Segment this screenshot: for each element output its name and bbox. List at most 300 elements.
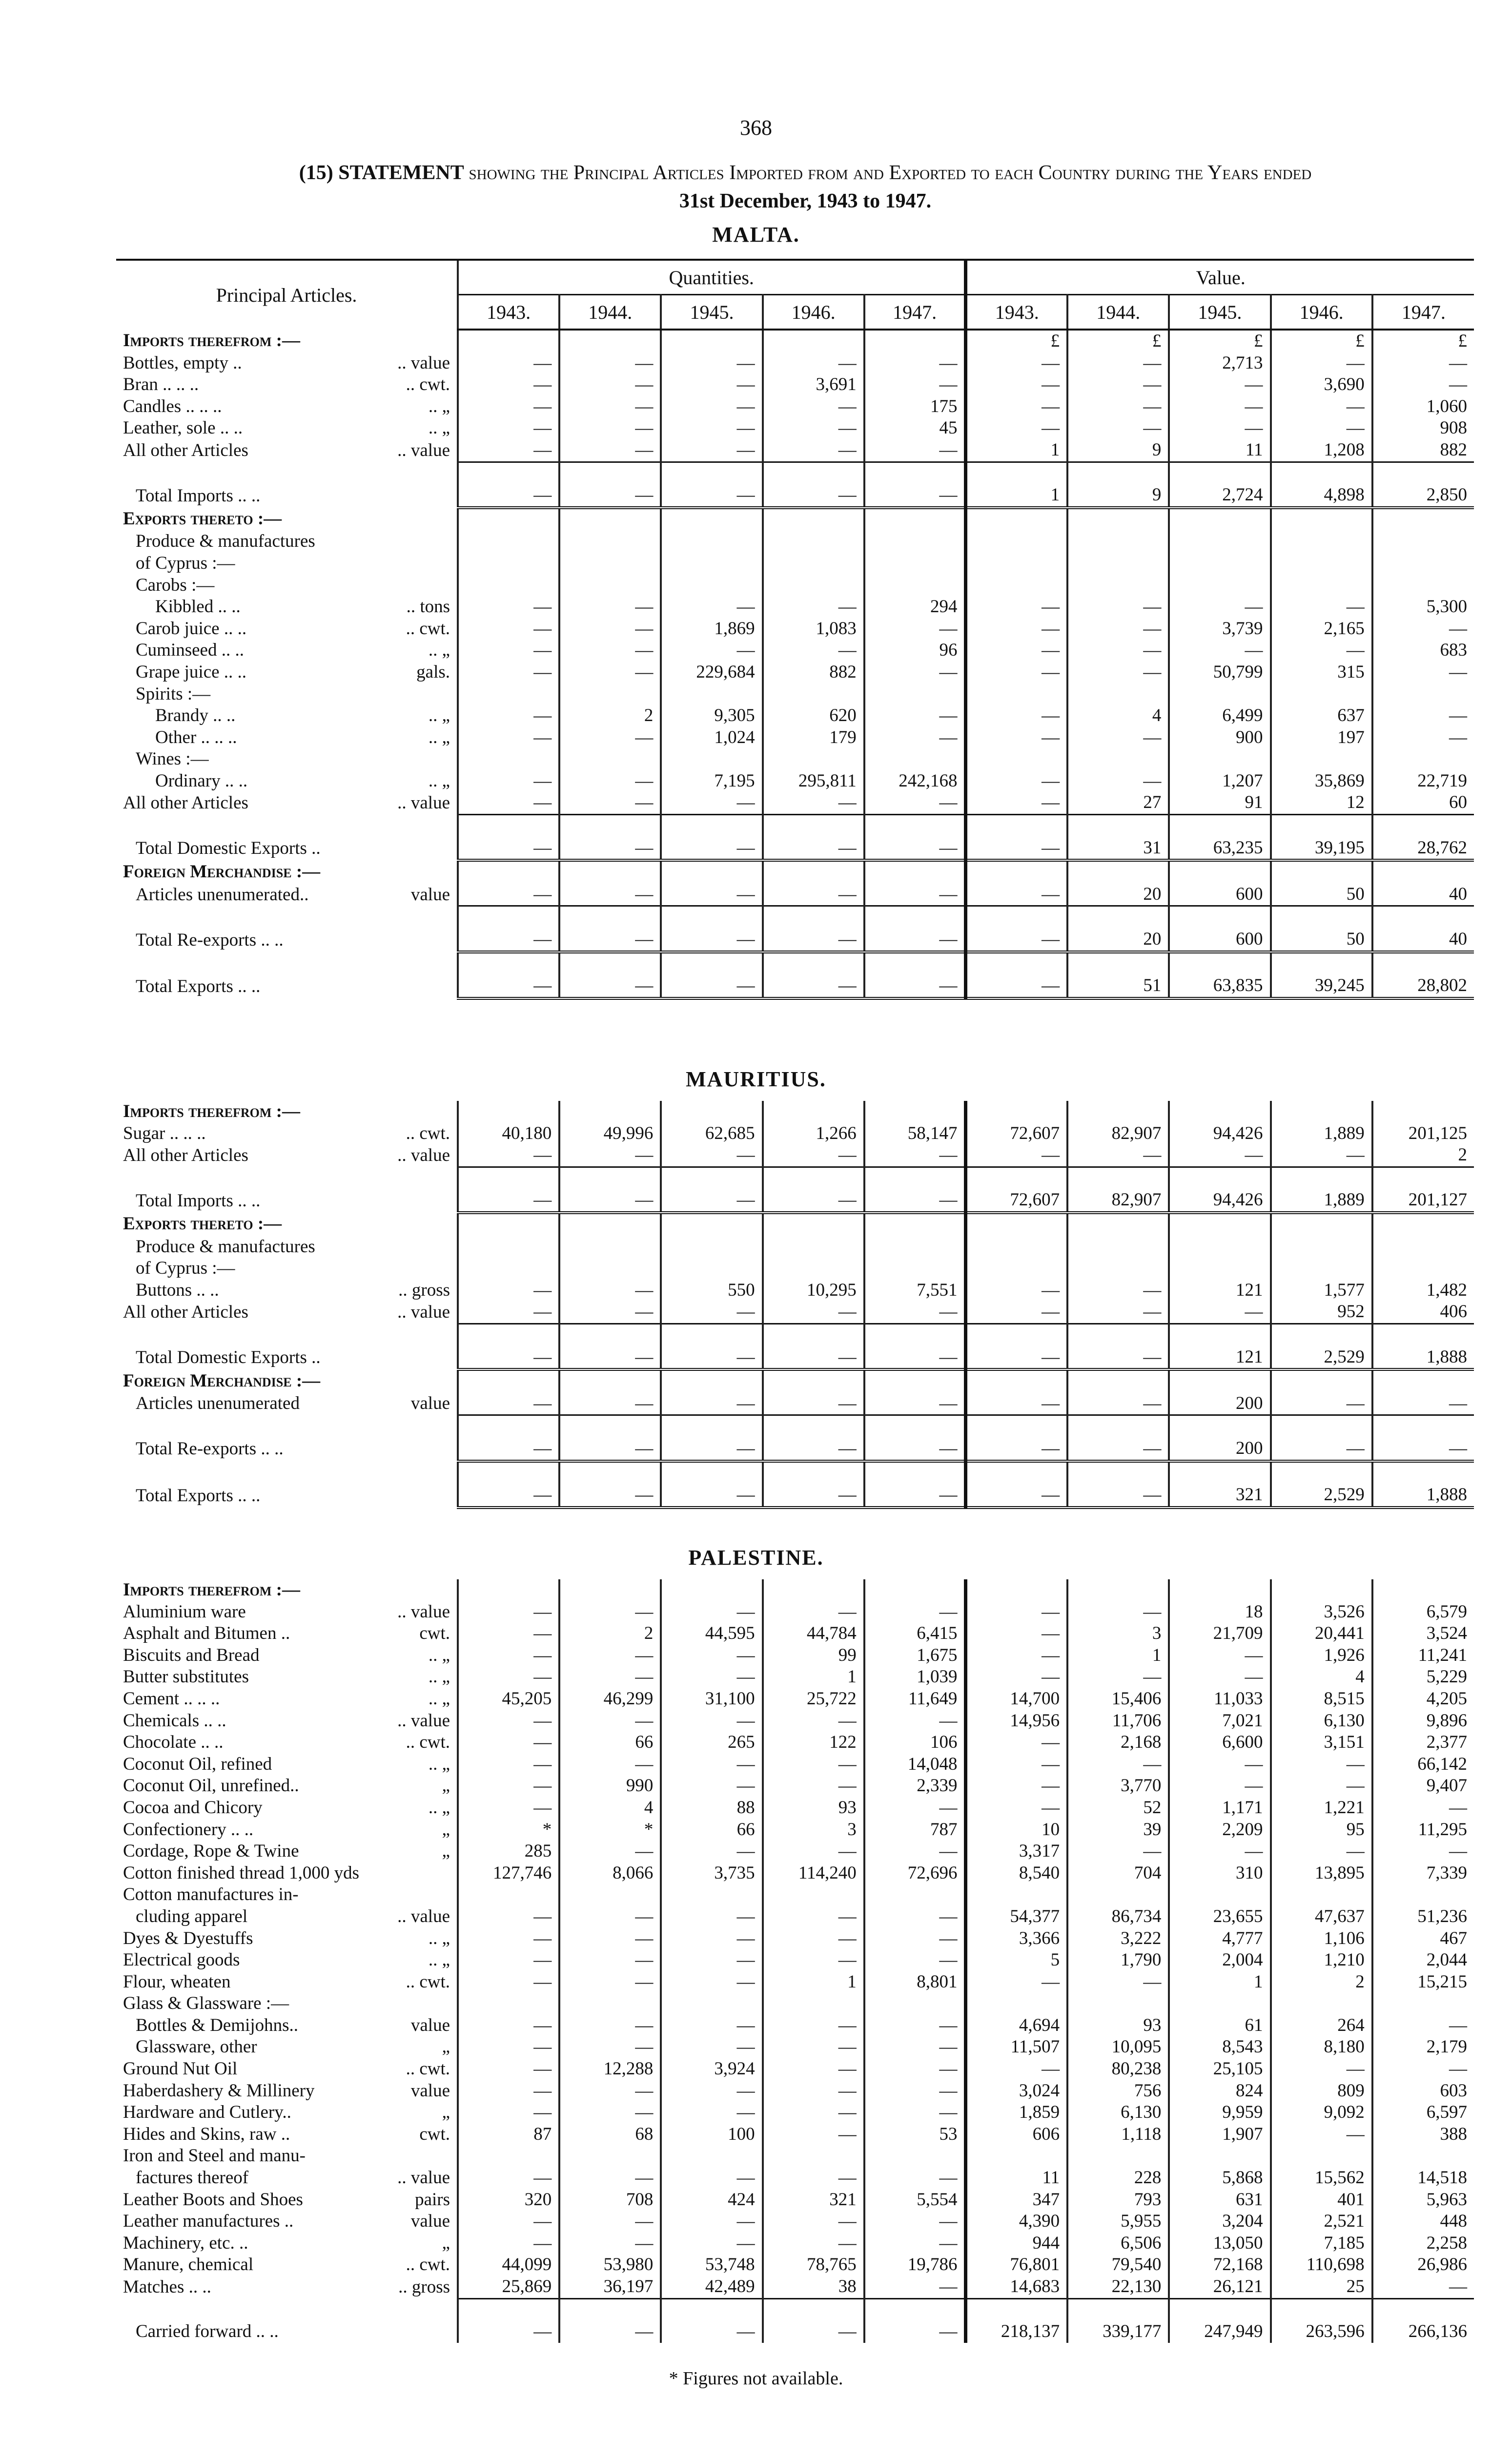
heading-line2: 31st December, 1943 to 1947. bbox=[679, 190, 932, 212]
value-cell: — bbox=[1169, 640, 1270, 662]
table-row bbox=[116, 462, 1474, 484]
article-name: Leather manufactures .. bbox=[123, 2211, 294, 2232]
quantity-cell: — bbox=[864, 1841, 966, 1862]
quantity-cell bbox=[864, 1101, 966, 1123]
quantity-cell bbox=[763, 1461, 864, 1485]
table-row bbox=[116, 1324, 1474, 1346]
quantity-cell: 78,765 bbox=[763, 2254, 864, 2276]
value-cell bbox=[1169, 906, 1270, 929]
quantity-cell bbox=[763, 1101, 864, 1123]
article-label bbox=[116, 330, 458, 352]
value-cell: — bbox=[966, 1484, 1067, 1508]
article-unit: „ bbox=[442, 2102, 450, 2123]
value-cell: 14,518 bbox=[1372, 2167, 1474, 2189]
value-cell bbox=[1169, 553, 1270, 575]
article-unit: value bbox=[410, 2015, 450, 2035]
article-unit: .. „ bbox=[428, 1688, 450, 1709]
quantity-cell: 2 bbox=[559, 705, 661, 727]
value-cell: 50 bbox=[1271, 929, 1372, 952]
value-cell: 200 bbox=[1169, 1438, 1270, 1461]
quantity-cell: 87 bbox=[458, 2124, 559, 2146]
quantity-cell: 68 bbox=[559, 2124, 661, 2146]
table-row bbox=[116, 1949, 1474, 1971]
value-cell: — bbox=[1169, 1666, 1270, 1688]
value-cell: 197 bbox=[1271, 727, 1372, 749]
quantity-cell: * bbox=[458, 1819, 559, 1841]
value-cell bbox=[1271, 1415, 1372, 1438]
value-cell: — bbox=[1067, 1393, 1169, 1415]
table-row bbox=[116, 575, 1474, 597]
quantity-cell bbox=[763, 531, 864, 553]
quantity-cell: — bbox=[661, 1189, 762, 1213]
article-name: Sugar .. .. .. bbox=[123, 1123, 206, 1143]
quantity-cell: — bbox=[559, 2080, 661, 2102]
table-row bbox=[116, 837, 1474, 861]
quantity-cell: — bbox=[458, 1775, 559, 1797]
value-cell bbox=[1271, 1213, 1372, 1236]
article-name: Carried forward .. .. bbox=[136, 2321, 279, 2342]
year-header: 1944. bbox=[559, 295, 661, 330]
table-row bbox=[116, 2189, 1474, 2211]
quantity-cell: — bbox=[763, 1144, 864, 1167]
article-name: cluding apparel bbox=[136, 1906, 248, 1926]
palestine-rows bbox=[116, 1579, 1474, 2343]
value-cell bbox=[1271, 1236, 1372, 1258]
value-cell: 14,700 bbox=[966, 1688, 1067, 1710]
quantity-cell bbox=[559, 1213, 661, 1236]
value-cell: 82,907 bbox=[1067, 1123, 1169, 1145]
value-cell bbox=[1169, 508, 1270, 531]
value-cell bbox=[966, 1579, 1067, 1601]
article-name: Total Re-exports .. .. bbox=[136, 1439, 284, 1459]
quantity-cell: — bbox=[559, 1666, 661, 1688]
quantity-cell: 100 bbox=[661, 2124, 762, 2146]
quantity-cell: 38 bbox=[763, 2276, 864, 2298]
quantity-cell: 285 bbox=[458, 1841, 559, 1862]
quantity-cell: — bbox=[559, 770, 661, 792]
quantity-cell: 708 bbox=[559, 2189, 661, 2211]
value-cell: 1,208 bbox=[1271, 439, 1372, 462]
quantity-cell: 93 bbox=[763, 1797, 864, 1819]
quantity-cell: — bbox=[559, 792, 661, 814]
quantity-cell: — bbox=[559, 618, 661, 640]
quantity-cell bbox=[763, 1213, 864, 1236]
value-cell bbox=[1067, 1884, 1169, 1906]
value-cell bbox=[1067, 1236, 1169, 1258]
value-cell: 18 bbox=[1169, 1601, 1270, 1623]
article-unit: .. „ bbox=[428, 727, 450, 747]
value-cell: 2,521 bbox=[1271, 2211, 1372, 2233]
quantity-cell: — bbox=[458, 2321, 559, 2343]
article-name: Chocolate .. .. bbox=[123, 1732, 224, 1753]
table-row bbox=[116, 1710, 1474, 1732]
value-cell: — bbox=[1067, 727, 1169, 749]
quantity-cell: — bbox=[559, 975, 661, 998]
quantity-cell: — bbox=[559, 1189, 661, 1213]
article-label bbox=[116, 531, 458, 553]
value-cell: 9 bbox=[1067, 439, 1169, 462]
article-name: Foreign Merchandise :— bbox=[123, 1370, 321, 1391]
value-cell bbox=[1271, 860, 1372, 884]
value-cell: 11 bbox=[966, 2167, 1067, 2189]
value-cell: 1,060 bbox=[1372, 396, 1474, 418]
quantity-cell bbox=[864, 1236, 966, 1258]
quantity-cell: 321 bbox=[763, 2189, 864, 2211]
value-cell: 1,889 bbox=[1271, 1123, 1372, 1145]
quantity-cell: — bbox=[559, 484, 661, 508]
article-name: Total Imports .. .. bbox=[136, 1190, 261, 1211]
article-label bbox=[116, 2211, 458, 2233]
quantity-cell: — bbox=[661, 1710, 762, 1732]
value-cell bbox=[1372, 1415, 1474, 1438]
quantity-cell: — bbox=[763, 1928, 864, 1950]
quantity-cell: — bbox=[661, 439, 762, 462]
quantity-cell: — bbox=[458, 1666, 559, 1688]
quantity-cell: — bbox=[458, 596, 559, 618]
quantity-cell bbox=[661, 748, 762, 770]
quantity-cell: — bbox=[661, 2167, 762, 2189]
article-name: All other Articles bbox=[123, 793, 248, 813]
value-cell bbox=[1169, 531, 1270, 553]
quantity-cell bbox=[763, 1369, 864, 1393]
value-cell bbox=[1067, 2145, 1169, 2167]
quantity-cell: 320 bbox=[458, 2189, 559, 2211]
value-cell: 51,236 bbox=[1372, 1906, 1474, 1928]
value-cell: 66,142 bbox=[1372, 1754, 1474, 1776]
malta-table bbox=[116, 259, 1474, 1000]
article-name: Asphalt and Bitumen .. bbox=[123, 1623, 290, 1644]
article-unit: .. tons bbox=[406, 597, 450, 617]
quantity-cell: — bbox=[763, 1841, 864, 1862]
quantity-cell: — bbox=[763, 1484, 864, 1508]
quantity-cell: — bbox=[559, 640, 661, 662]
value-cell: — bbox=[1271, 352, 1372, 374]
article-name: Carob juice .. .. bbox=[136, 618, 247, 639]
value-cell: 1,106 bbox=[1271, 1928, 1372, 1950]
quantity-cell bbox=[763, 1579, 864, 1601]
quantity-cell: — bbox=[864, 2058, 966, 2080]
value-cell: 31 bbox=[1067, 837, 1169, 861]
value-cell bbox=[1271, 1579, 1372, 1601]
value-cell: 228 bbox=[1067, 2167, 1169, 2189]
value-cell bbox=[1271, 1258, 1372, 1280]
quantity-cell: 8,801 bbox=[864, 1971, 966, 1993]
quantity-cell: — bbox=[864, 975, 966, 998]
article-name: Haberdashery & Millinery bbox=[123, 2080, 315, 2101]
quantity-cell: — bbox=[559, 2211, 661, 2233]
table-row bbox=[116, 439, 1474, 462]
value-cell bbox=[1372, 462, 1474, 484]
value-cell bbox=[966, 508, 1067, 531]
quantity-cell bbox=[559, 462, 661, 484]
quantity-cell: 66 bbox=[559, 1732, 661, 1754]
value-cell: 600 bbox=[1169, 929, 1270, 952]
quantity-cell: 1,869 bbox=[661, 618, 762, 640]
value-cell: — bbox=[966, 705, 1067, 727]
quantity-cell bbox=[864, 575, 966, 597]
quantity-cell: 990 bbox=[559, 1775, 661, 1797]
value-cell bbox=[966, 1167, 1067, 1189]
article-label bbox=[116, 1949, 458, 1971]
quantity-cell: — bbox=[661, 1438, 762, 1461]
table-row bbox=[116, 1993, 1474, 2015]
value-cell: 2,209 bbox=[1169, 1819, 1270, 1841]
table-row bbox=[116, 352, 1474, 374]
table-row bbox=[116, 1928, 1474, 1950]
quantity-cell bbox=[458, 1369, 559, 1393]
value-cell: — bbox=[1169, 396, 1270, 418]
article-unit: .. cwt. bbox=[406, 374, 450, 395]
quantity-cell: — bbox=[763, 2167, 864, 2189]
value-cell: 3,204 bbox=[1169, 2211, 1270, 2233]
quantity-cell: — bbox=[559, 374, 661, 396]
quantity-cell: 229,684 bbox=[661, 662, 762, 683]
table-row bbox=[116, 1258, 1474, 1280]
quantity-cell: — bbox=[559, 2321, 661, 2343]
article-name: Candles .. .. .. bbox=[123, 396, 222, 416]
quantity-cell: 265 bbox=[661, 1732, 762, 1754]
quantity-cell bbox=[763, 575, 864, 597]
quantity-cell: — bbox=[661, 975, 762, 998]
quantity-cell: 2 bbox=[559, 1623, 661, 1645]
quantity-cell: 62,685 bbox=[661, 1123, 762, 1145]
quantity-cell bbox=[763, 1884, 864, 1906]
year-header: 1946. bbox=[1271, 295, 1372, 330]
value-cell: 1,790 bbox=[1067, 1949, 1169, 1971]
quantity-cell: — bbox=[864, 439, 966, 462]
value-cell: 2 bbox=[1271, 1971, 1372, 1993]
country-palestine: PALESTINE. bbox=[688, 1546, 824, 1570]
value-cell bbox=[1372, 1369, 1474, 1393]
table-row bbox=[116, 417, 1474, 439]
quantity-cell: — bbox=[458, 837, 559, 861]
table-row bbox=[116, 2124, 1474, 2146]
quantity-cell bbox=[458, 1415, 559, 1438]
article-name: Wines :— bbox=[136, 749, 209, 769]
value-cell: 3,317 bbox=[966, 1841, 1067, 1862]
value-cell: 2,529 bbox=[1271, 1484, 1372, 1508]
article-label bbox=[116, 1213, 458, 1236]
quantity-cell: — bbox=[458, 1346, 559, 1370]
quantity-cell: — bbox=[763, 1601, 864, 1623]
quantity-cell: 42,489 bbox=[661, 2276, 762, 2298]
quantity-cell: 114,240 bbox=[763, 1862, 864, 1884]
value-cell bbox=[1169, 952, 1270, 975]
value-cell: 266,136 bbox=[1372, 2321, 1474, 2343]
value-cell: — bbox=[1271, 1754, 1372, 1776]
article-name: Exports thereto :— bbox=[123, 509, 282, 529]
value-cell: 4,390 bbox=[966, 2211, 1067, 2233]
article-unit: „ bbox=[442, 2037, 450, 2057]
article-name: All other Articles bbox=[123, 440, 248, 460]
quantity-cell: 1,024 bbox=[661, 727, 762, 749]
value-cell: 40 bbox=[1372, 884, 1474, 906]
quantity-cell bbox=[763, 1993, 864, 2015]
quantity-cell: 53,980 bbox=[559, 2254, 661, 2276]
value-cell: 3,526 bbox=[1271, 1601, 1372, 1623]
value-cell: 6,597 bbox=[1372, 2102, 1474, 2124]
quantity-cell: 53,748 bbox=[661, 2254, 762, 2276]
quantity-cell: — bbox=[559, 837, 661, 861]
value-cell: — bbox=[966, 1666, 1067, 1688]
table-row bbox=[116, 1461, 1474, 1485]
quantity-cell: — bbox=[763, 975, 864, 998]
quantity-cell: — bbox=[559, 596, 661, 618]
table-row bbox=[116, 508, 1474, 531]
quantity-cell: — bbox=[458, 1623, 559, 1645]
article-name: Cocoa and Chicory bbox=[123, 1797, 263, 1818]
value-cell: — bbox=[966, 374, 1067, 396]
article-label bbox=[116, 1144, 458, 1167]
table-row bbox=[116, 2036, 1474, 2058]
article-unit: .. value bbox=[397, 440, 450, 460]
quantity-cell: — bbox=[559, 439, 661, 462]
value-cell: 2,377 bbox=[1372, 1732, 1474, 1754]
quantity-cell: — bbox=[458, 640, 559, 662]
quantity-cell bbox=[661, 1579, 762, 1601]
quantity-cell: — bbox=[763, 2036, 864, 2058]
quantity-cell: — bbox=[458, 1438, 559, 1461]
table-row bbox=[116, 1884, 1474, 1906]
article-label bbox=[116, 1369, 458, 1393]
value-cell bbox=[1372, 860, 1474, 884]
value-cell: 2,168 bbox=[1067, 1732, 1169, 1754]
value-cell: 1,889 bbox=[1271, 1189, 1372, 1213]
quantity-cell bbox=[763, 952, 864, 975]
value-cell: 4,898 bbox=[1271, 484, 1372, 508]
value-cell bbox=[1372, 815, 1474, 837]
quantity-cell: — bbox=[864, 1346, 966, 1370]
value-cell bbox=[966, 906, 1067, 929]
table-row bbox=[116, 1123, 1474, 1145]
article-label bbox=[116, 1189, 458, 1213]
value-cell: — bbox=[966, 770, 1067, 792]
value-cell: — bbox=[966, 1971, 1067, 1993]
value-cell bbox=[1169, 1258, 1270, 1280]
value-cell: — bbox=[1271, 1438, 1372, 1461]
article-name: Grape juice .. .. bbox=[136, 662, 247, 682]
value-cell: — bbox=[1169, 1645, 1270, 1667]
value-cell bbox=[966, 1101, 1067, 1123]
value-cell: — bbox=[1067, 596, 1169, 618]
value-cell: 22,719 bbox=[1372, 770, 1474, 792]
value-cell: 5,955 bbox=[1067, 2211, 1169, 2233]
value-cell: 94,426 bbox=[1169, 1123, 1270, 1145]
article-name: Brandy .. .. bbox=[155, 705, 236, 726]
article-unit: „ bbox=[442, 1819, 450, 1840]
value-cell: £ bbox=[966, 330, 1067, 352]
value-cell bbox=[1271, 508, 1372, 531]
quantity-cell: 6,415 bbox=[864, 1623, 966, 1645]
quantity-cell: — bbox=[763, 1710, 864, 1732]
quantity-cell: — bbox=[661, 1666, 762, 1688]
value-cell: 5,300 bbox=[1372, 596, 1474, 618]
value-cell: 25,105 bbox=[1169, 2058, 1270, 2080]
quantity-cell: — bbox=[661, 837, 762, 861]
value-cell bbox=[1372, 1101, 1474, 1123]
article-unit: .. gross bbox=[398, 1280, 450, 1300]
value-cell bbox=[1271, 815, 1372, 837]
quantity-cell: — bbox=[763, 439, 864, 462]
value-cell: — bbox=[1372, 2058, 1474, 2080]
value-cell: 5,229 bbox=[1372, 1666, 1474, 1688]
quantity-cell bbox=[763, 2298, 864, 2321]
quantity-cell bbox=[661, 1324, 762, 1346]
table-row bbox=[116, 1623, 1474, 1645]
value-cell: — bbox=[966, 1797, 1067, 1819]
quantity-cell: — bbox=[661, 374, 762, 396]
value-cell bbox=[1271, 1167, 1372, 1189]
article-name: Aluminium ware bbox=[123, 1601, 246, 1622]
value-cell bbox=[1271, 2298, 1372, 2321]
value-cell bbox=[1372, 1579, 1474, 1601]
quantity-cell bbox=[763, 508, 864, 531]
quantity-cell: — bbox=[458, 792, 559, 814]
quantity-cell: — bbox=[864, 618, 966, 640]
value-cell: 401 bbox=[1271, 2189, 1372, 2211]
article-label bbox=[116, 683, 458, 705]
article-name: Flour, wheaten bbox=[123, 1971, 231, 1992]
article-label bbox=[116, 1301, 458, 1324]
quantity-cell: 1,675 bbox=[864, 1645, 966, 1667]
quantity-cell: — bbox=[864, 727, 966, 749]
article-name: Ordinary .. .. bbox=[155, 770, 248, 791]
quantity-cell bbox=[763, 860, 864, 884]
quantity-cell: 1,083 bbox=[763, 618, 864, 640]
quantity-cell: 242,168 bbox=[864, 770, 966, 792]
quantity-cell bbox=[559, 906, 661, 929]
quantity-cell: — bbox=[458, 2167, 559, 2189]
quantity-cell: — bbox=[559, 1301, 661, 1324]
quantity-cell: — bbox=[661, 2211, 762, 2233]
value-cell bbox=[966, 860, 1067, 884]
value-cell bbox=[1067, 683, 1169, 705]
value-cell bbox=[1067, 1993, 1169, 2015]
article-name: Glassware, other bbox=[136, 2037, 257, 2057]
quantity-cell: — bbox=[458, 1906, 559, 1928]
quantity-cell: * bbox=[559, 1819, 661, 1841]
quantity-cell bbox=[763, 748, 864, 770]
value-cell: — bbox=[1169, 417, 1270, 439]
value-cell: 7,021 bbox=[1169, 1710, 1270, 1732]
quantity-cell: — bbox=[559, 1438, 661, 1461]
value-cell: 12 bbox=[1271, 792, 1372, 814]
quantity-cell bbox=[559, 748, 661, 770]
quantity-cell: — bbox=[864, 2015, 966, 2037]
table-row bbox=[116, 1236, 1474, 1258]
value-cell: 1,210 bbox=[1271, 1949, 1372, 1971]
quantity-cell: — bbox=[458, 1971, 559, 1993]
value-cell bbox=[1372, 2298, 1474, 2321]
year-header: 1945. bbox=[1169, 295, 1270, 330]
table-row bbox=[116, 2080, 1474, 2102]
value-cell: 110,698 bbox=[1271, 2254, 1372, 2276]
quantity-cell: — bbox=[559, 396, 661, 418]
article-label bbox=[116, 860, 458, 884]
quantity-cell bbox=[661, 1167, 762, 1189]
value-cell bbox=[1372, 1167, 1474, 1189]
value-cell: 13,050 bbox=[1169, 2233, 1270, 2255]
quantity-cell bbox=[661, 1461, 762, 1485]
article-label bbox=[116, 2015, 458, 2037]
value-cell: 5 bbox=[966, 1949, 1067, 1971]
article-unit: .. cwt. bbox=[406, 1123, 450, 1143]
article-label bbox=[116, 1324, 458, 1346]
table-row bbox=[116, 1167, 1474, 1189]
value-cell: — bbox=[1271, 2124, 1372, 2146]
value-cell: 10 bbox=[966, 1819, 1067, 1841]
quantity-cell: — bbox=[763, 484, 864, 508]
